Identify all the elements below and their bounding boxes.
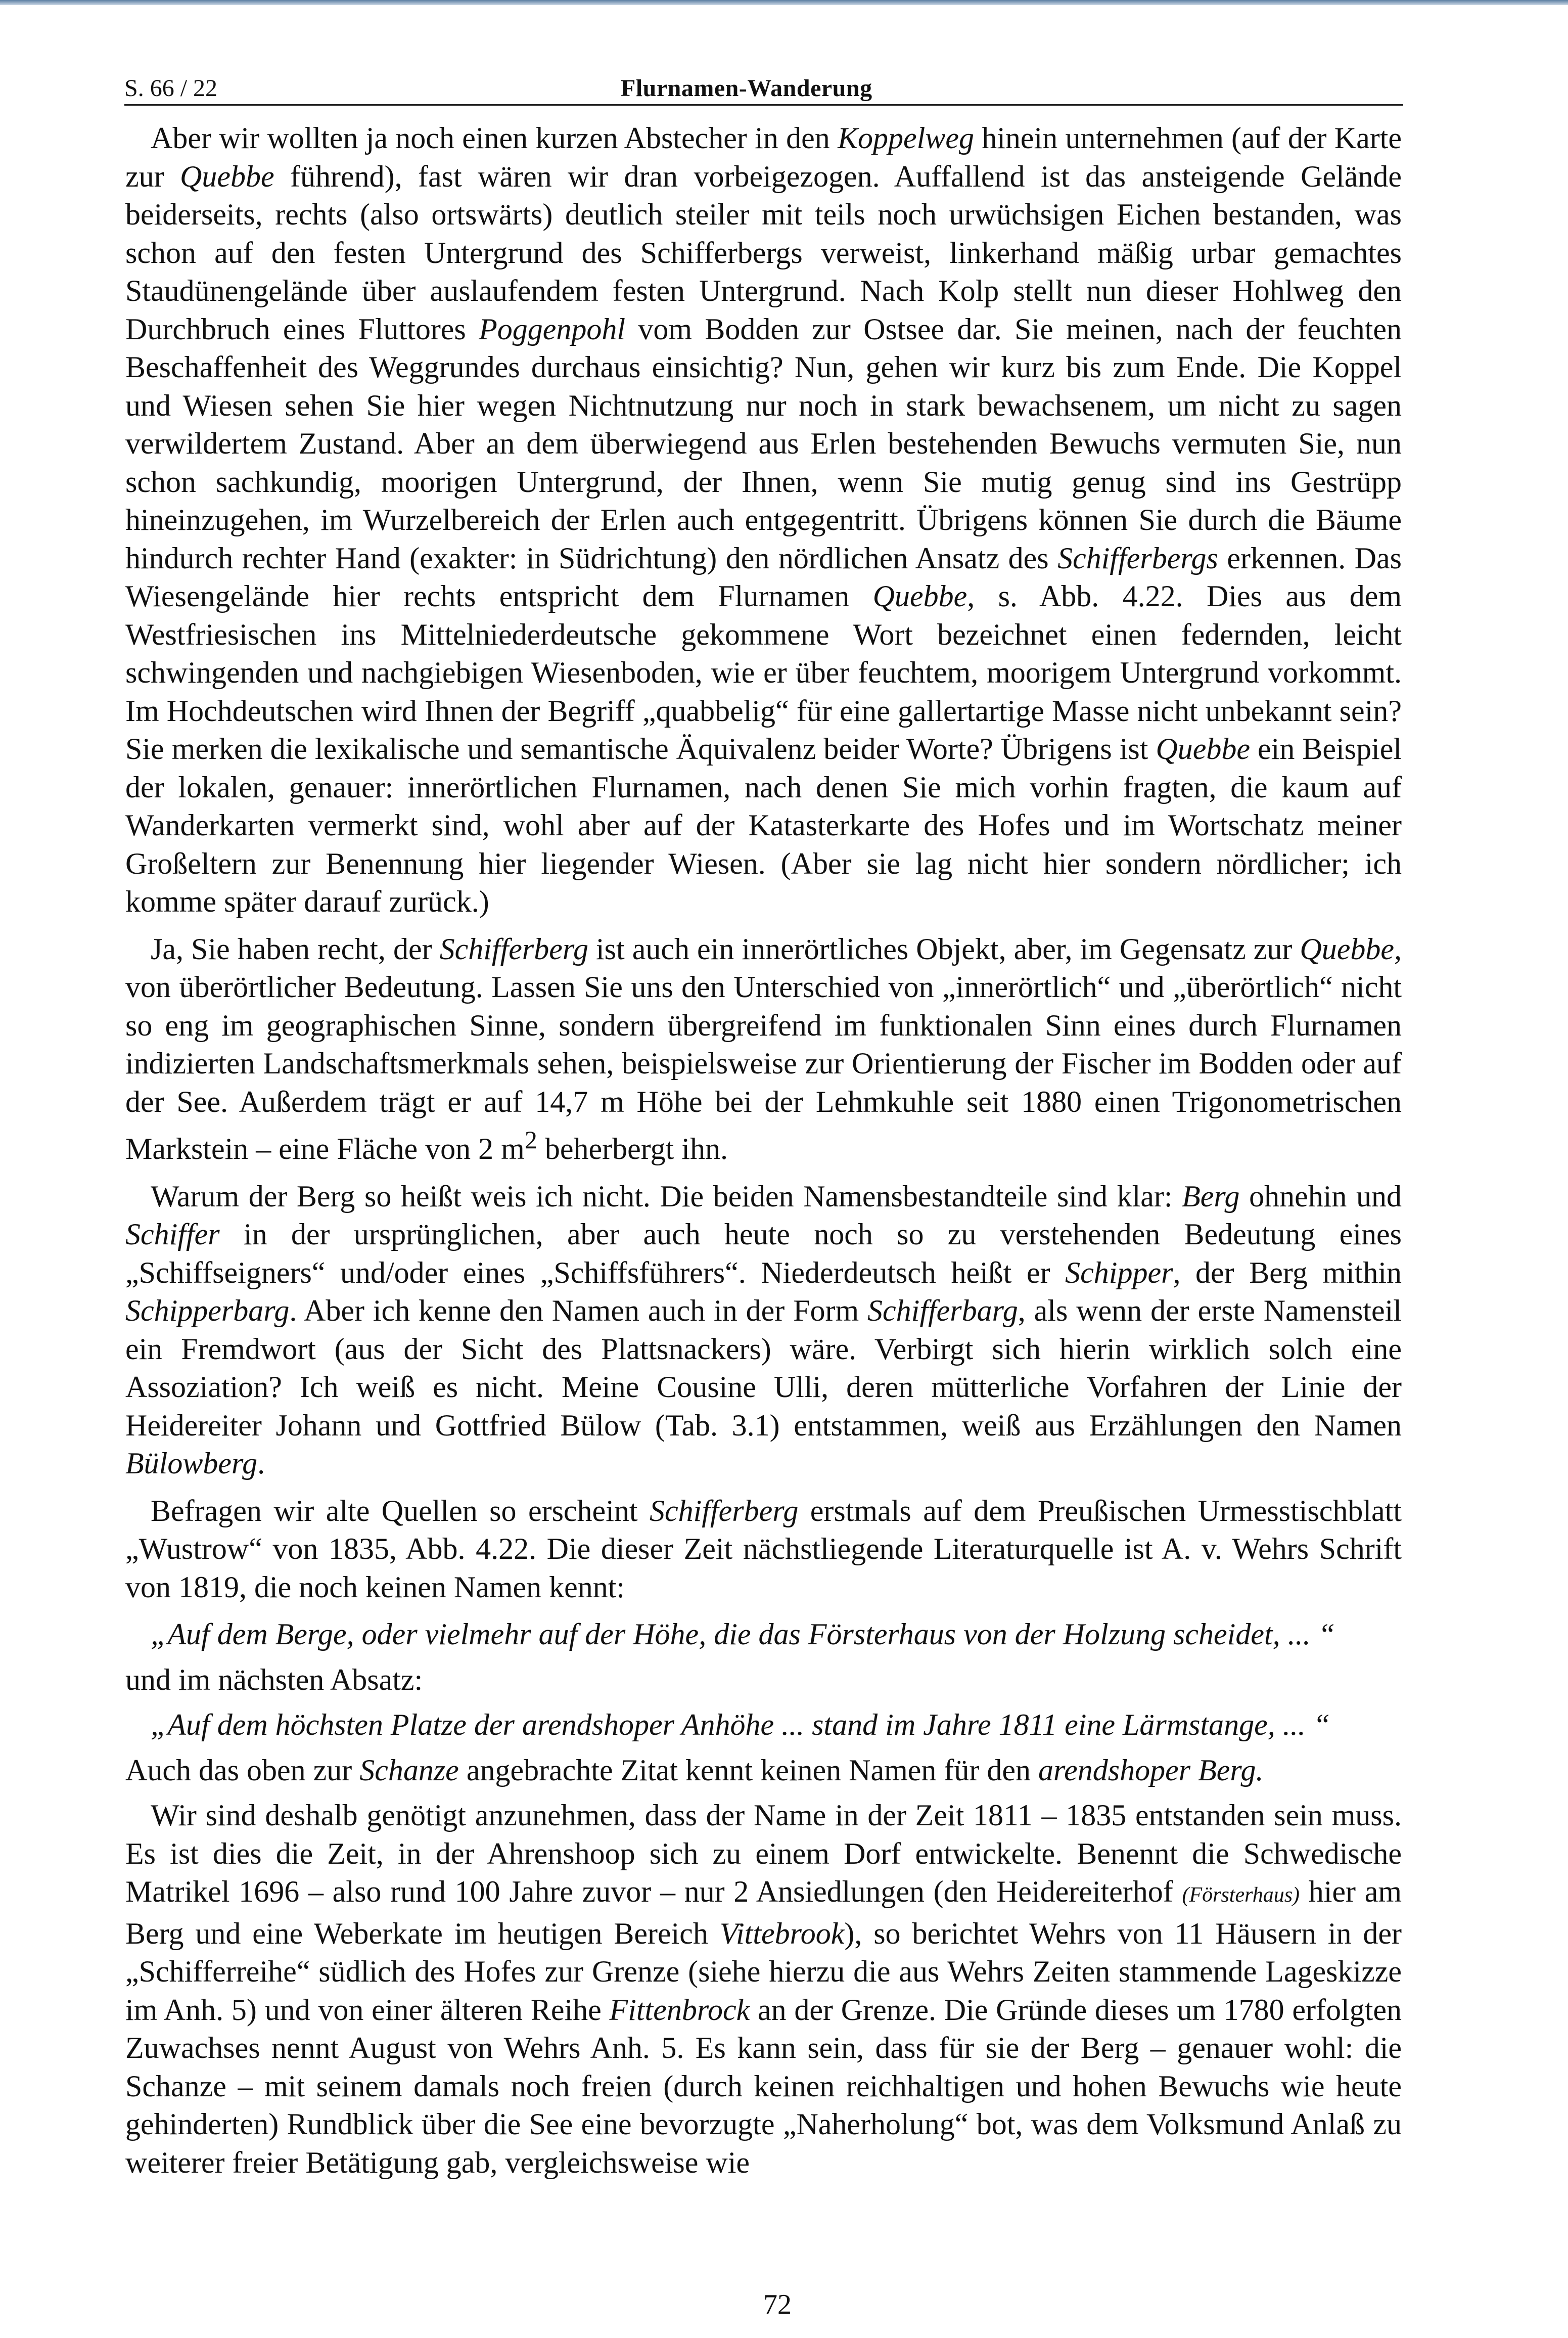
paragraph: und im nächsten Absatz:: [125, 1662, 423, 1696]
page-header: [124, 69, 1403, 106]
emphasis: Schifferbergs: [1057, 541, 1218, 575]
paragraph: Aber wir wollten ja noch einen kurzen Abstecher in den Koppelweg hinein unternehmen (auf der Karte zur Quebbe führend), fast wären wir dran vorbeigezogen. Auffallend ist das ansteigende Gelände beiderseits, rechts (also ortswärts) deutlich steiler mit teils noch urwüchsigen Eichen bestanden, was schon auf den festen Untergrund des Schifferbergs verweist, linkerhand mäßig urbar gemachtes Staudünengelände über auslaufendem festen Untergrund. Nach Kolp stellt nun dieser Hohlweg den Durchbruch eines Fluttores Poggenpohl vom Bodden zur Ostsee dar. Sie meinen, nach der feuchten Beschaffenheit des Weggrundes durchaus einsichtig? Nun, gehen wir kurz bis zum Ende. Die Koppel und Wiesen sehen Sie hier wegen Nichtnutzung nur noch in stark bewachsenem, um nicht zu sagen verwildertem Zustand. Aber an dem überwiegend aus Erlen bestehenden Bewuchs vermuten Sie, nun schon sachkundig, moorigen Untergrund, der Ihnen, wenn Sie mutig genug sind ins Gestrüpp hineinzugehen, im Wurzelbereich der Erlen auch entgegentritt. Übrigens können Sie durch die Bäume hindurch rechter Hand (exakter: in Südrichtung) den nördlichen Ansatz des Schifferbergs erkennen. Das Wiesengelände hier rechts entspricht dem Flurnamen Quebbe, s. Abb. 4.22. Dies aus dem Westfriesischen ins Mittelniederdeutsche gekommene Wort bezeichnet einen federnden, leicht schwingenden und nachgiebigen Wiesenboden, wie er über feuchtem, moorigem Untergrund vorkommt. Im Hochdeutschen wird Ihnen der Begriff „quabbelig“ für eine gallertartige Masse nicht unbekannt sein? Sie merken die lexikalische und semantische Äquivalenz beider Worte? Übrigens ist Quebbe ein Beispiel der lokalen, genauer: innerörtlichen Flurnamen, nach denen Sie mich vorhin fragten, die kaum auf Wanderkarten vermerkt sind, wohl aber auf der Katasterkarte des Hofes und im Wortschatz meiner Großeltern zur Benennung hier liegender Wiesen. (Aber sie lag nicht hier sondern nördlicher; ich komme später darauf zurück.): [125, 121, 1402, 918]
emphasis: Quebbe: [1156, 732, 1251, 766]
superscript: 2: [524, 1126, 537, 1154]
emphasis: Poggenpohl: [479, 312, 626, 346]
emphasis: Schiffer: [125, 1218, 220, 1251]
emphasis: Fittenbrock: [609, 1993, 750, 2027]
emphasis: Vittebrook: [719, 1916, 845, 1950]
paragraph: Warum der Berg so heißt weis ich nicht. Die beiden Namensbestandteile sind klar: Berg ohnehin und Schiffer in der ursprünglichen, aber auch heute noch so zu verstehenden Bedeutung eines „Schiffseigners“ und/oder eines „Schiffsführers“. Niederdeutsch heißt er Schipper, der Berg mithin Schipperbarg. Aber ich kenne den Namen auch in der Form Schifferbarg, als wenn der erste Namensteil ein Fremdwort (aus der Sicht des Plattsnackers) wäre. Verbirgt sich hierin wirklich solch eine Assoziation? Ich weiß es nicht. Meine Cousine Ulli, deren mütterliche Vorfahren der Linie der Heidereiter Johann und Gottfried Bülow (Tab. 3.1) entstammen, weiß aus Erzählungen den Namen Bülowberg.: [125, 1179, 1402, 1480]
small-emphasis: (Försterhaus): [1182, 1883, 1300, 1907]
emphasis: Schifferberg: [649, 1494, 799, 1527]
emphasis: Bülowberg: [125, 1447, 258, 1480]
page-number: 72: [763, 2289, 792, 2320]
emphasis: Schifferbarg: [867, 1294, 1018, 1327]
emphasis: Schifferberg: [439, 932, 588, 966]
paragraph: Ja, Sie haben recht, der Schifferberg ist auch ein innerörtliches Objekt, aber, im Gegensatz zur Quebbe, von überörtlicher Bedeutung. Lassen Sie uns den Unterschied von „innerörtlich“ und „überörtlich“ nicht so eng im geographischen Sinne, sondern übergreifend im funktionalen Sinn eines durch Flurnamen indizierten Landschaftsmerkmals sehen, beispielsweise zur Orientierung der Fischer im Bodden oder auf der See. Außerdem trägt er auf 14,7 m Höhe bei der Lehmkuhle seit 1880 einen Trigonometrischen Markstein – eine Fläche von 2 $m^2$ beherbergt ihn.: [125, 932, 1402, 1165]
top-border: [0, 0, 1568, 5]
emphasis: Quebbe: [872, 579, 967, 613]
emphasis: Schanze: [359, 1753, 459, 1787]
quotation: „Auf dem höchsten Platze der arendshoper Anhöhe ... stand im Jahre 1811 eine Lärmstange, ... “: [151, 1708, 1330, 1741]
emphasis: arendshoper Berg.: [1038, 1753, 1264, 1787]
emphasis: Koppelweg: [837, 121, 974, 155]
emphasis: Quebbe: [180, 159, 274, 193]
emphasis: Berg: [1182, 1179, 1240, 1213]
quotation: „Auf dem Berge, oder vielmehr auf der Höhe, die das Försterhaus von der Holzung scheidet, ... “: [151, 1617, 1335, 1651]
body-text: [125, 119, 1402, 2191]
emphasis: Schipper: [1065, 1255, 1173, 1289]
paragraph: Auch das oben zur Schanze angebrachte Zitat kennt keinen Namen für den arendshoper Berg.: [125, 1753, 1264, 1787]
emphasis: Schipperbarg: [125, 1294, 290, 1327]
emphasis: Quebbe,: [1300, 932, 1402, 966]
paragraph: Wir sind deshalb genötigt anzunehmen, dass der Name in der Zeit 1811 – 1835 entstanden sein muss. Es ist dies die Zeit, in der Ahrenshoop sich zu einem Dorf entwickelte. Benennt die Schwedische Matrikel 1696 – also rund 100 Jahre zuvor – nur 2 Ansiedlungen (den Heidereiterhof (Försterhaus) hier am Berg und eine Weberkate im heutigen Bereich Vittebrook), so berichtet Wehrs von 11 Häusern in der „Schifferreihe“ südlich des Hofes zur Grenze (siehe hierzu die aus Wehrs Zeiten stammende Lageskizze im Anh. 5) und von einer älteren Reihe Fittenbrock an der Grenze. Die Gründe dieses um 1780 erfolgten Zuwachses nennt August von Wehrs Anh. 5. Es kann sein, dass für sie der Berg – genauer wohl: die Schanze – mit seinem damals noch freien (durch keinen reichhaltigen und hohen Bewuchs wie heute gehinderten) Rundblick über die See eine bevorzugte „Naherholung“ bot, was dem Volksmund Anlaß zu weiterer freier Betätigung gab, vergleichsweise wie: [125, 1799, 1402, 2179]
paragraph: Befragen wir alte Quellen so erscheint Schifferberg erstmals auf dem Preußischen Urmesstischblatt „Wustrow“ von 1835, Abb. 4.22. Die dieser Zeit nächstliegende Literaturquelle ist A. v. Wehrs Schrift von 1819, die noch keinen Namen kennt:: [125, 1494, 1402, 1604]
page-reference: S. 66 / 22: [124, 75, 218, 102]
running-title: Flurnamen-Wanderung: [621, 75, 872, 102]
